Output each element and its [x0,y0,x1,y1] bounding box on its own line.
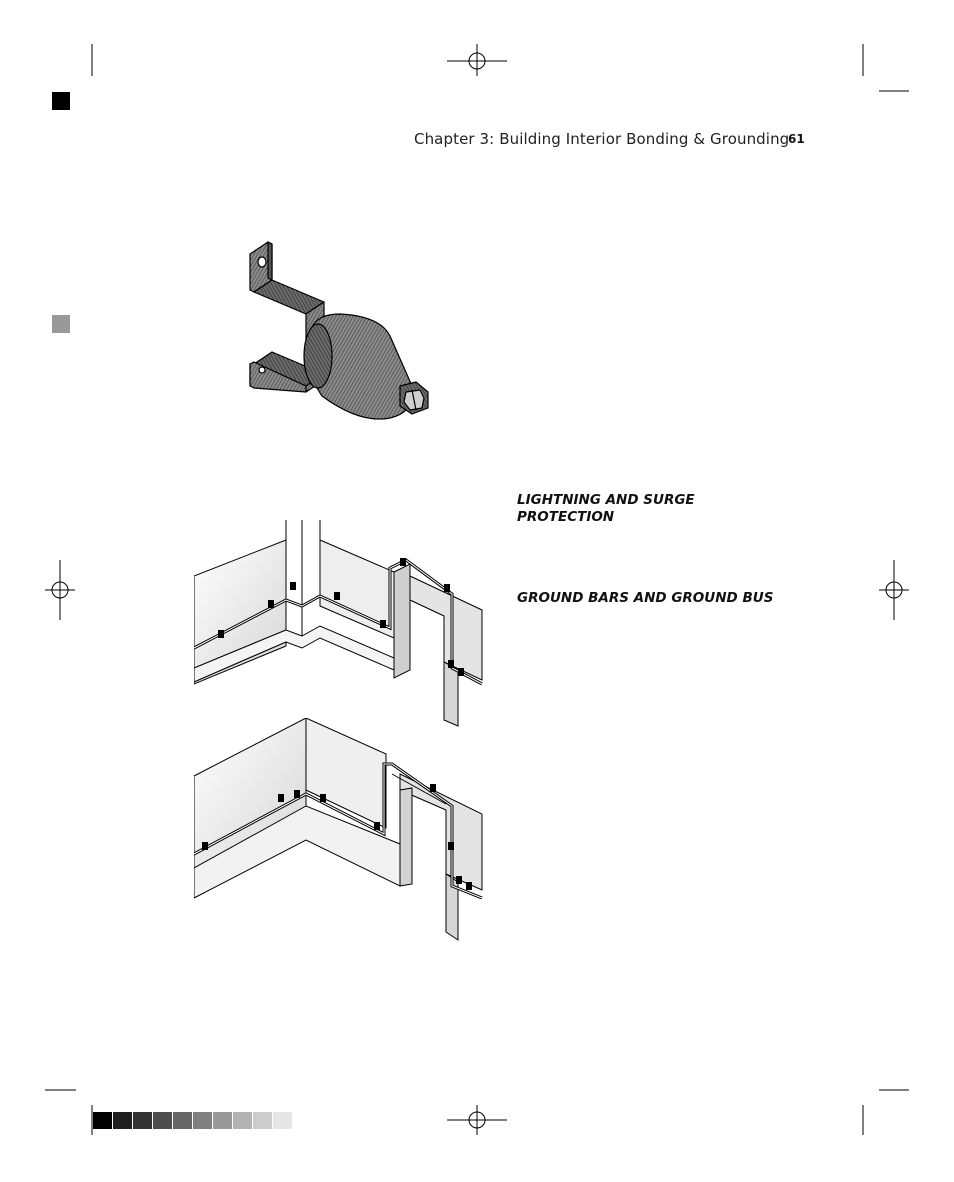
color-bar-swatch [133,1112,152,1129]
color-bar-swatch [153,1112,172,1129]
color-bar-swatch [213,1112,232,1129]
color-bar-swatch [173,1112,192,1129]
color-bar-swatch [113,1112,132,1129]
black-registration-square [52,92,70,110]
chapter-title: Chapter 3: Building Interior Bonding & Grounding [414,130,790,148]
ground-bus-wall-routing-illustration-2 [194,718,484,942]
color-bar-swatch [233,1112,252,1129]
color-bar-swatch [253,1112,272,1129]
color-bar-swatch [93,1112,112,1129]
section-heading-lightning-surge-protection: LIGHTNING AND SURGE PROTECTION [517,492,695,525]
section-heading-ground-bars-ground-bus: GROUND BARS AND GROUND BUS [517,590,774,606]
gray-registration-square [52,315,70,333]
bus-bar-insulator-bracket-illustration [240,236,440,430]
color-bar-swatch [193,1112,212,1129]
ground-bus-wall-routing-illustration-1 [194,520,484,728]
page-number: 61 [788,132,805,146]
color-bar-swatch [273,1112,292,1129]
